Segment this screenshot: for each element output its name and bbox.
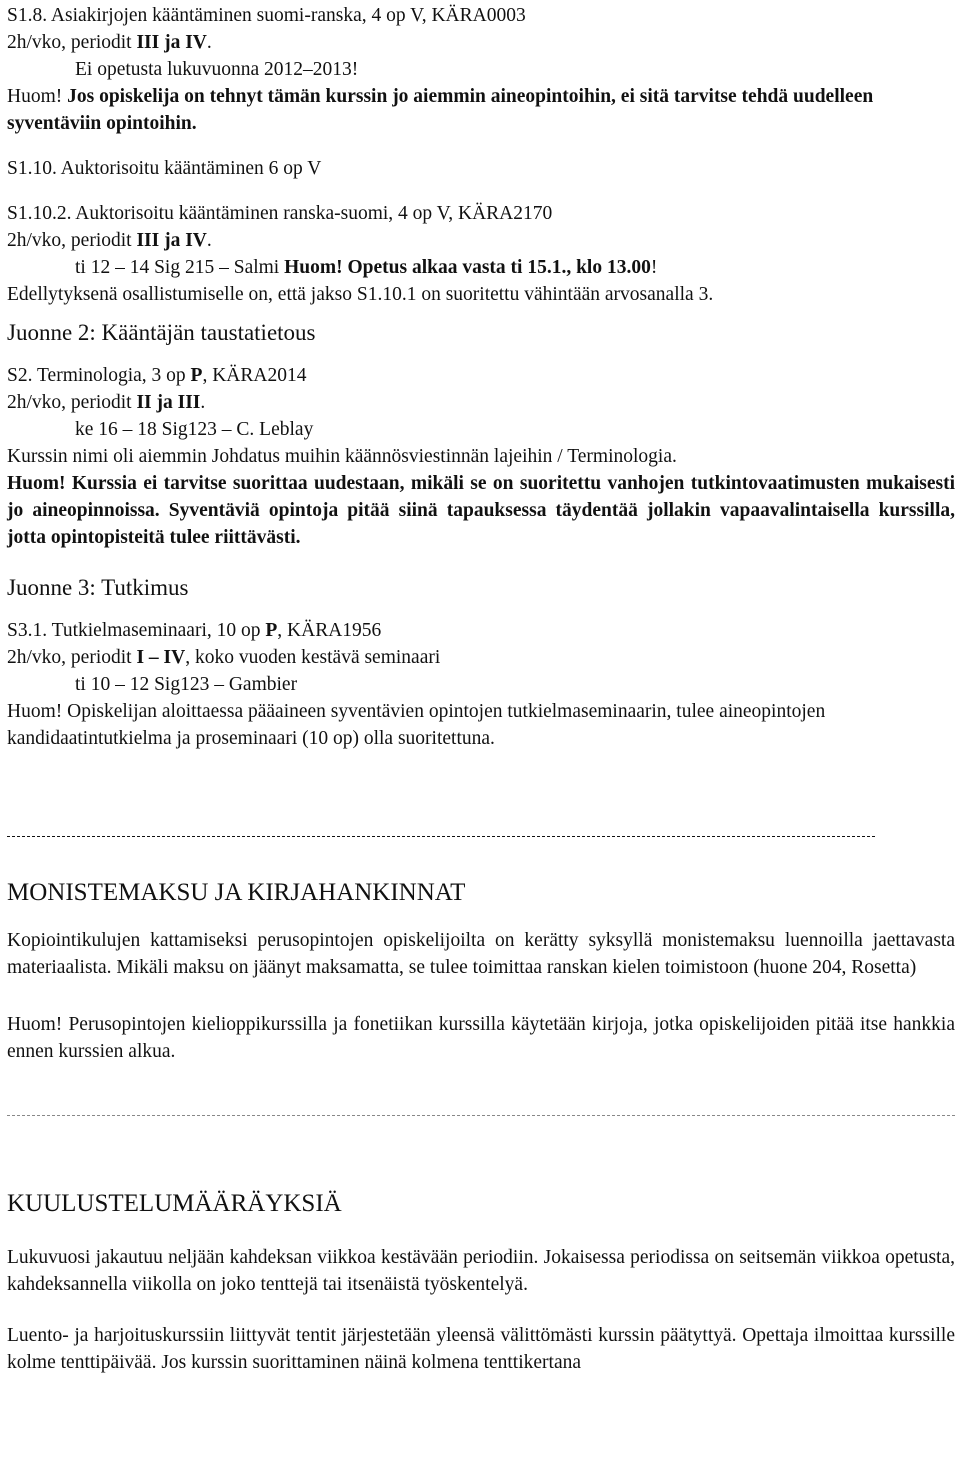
course-prerequisite: Edellytyksenä osallistumiselle on, että jakso S1.10.1 on suoritettu vähintään arvosanalla 3. bbox=[7, 284, 714, 305]
section-heading: Juonne 3: Tutkimus bbox=[7, 575, 189, 600]
time-text: ti 12 – 14 Sig 215 – Salmi bbox=[75, 257, 285, 278]
course-code: , KÄRA2014 bbox=[202, 365, 307, 386]
section-monistemaksu bbox=[7, 877, 955, 1065]
course-type: P bbox=[265, 620, 278, 641]
course-code: , KÄRA1956 bbox=[277, 620, 382, 641]
schedule-text: 2h/vko, periodit bbox=[7, 230, 137, 251]
course-type: P bbox=[190, 365, 203, 386]
course-time: ke 16 – 18 Sig123 – C. Leblay bbox=[75, 419, 314, 440]
note-text: Jos opiskelija on tehnyt tämän kurssin jo aiemmin aineopintoihin, ei sitä tarvitse tehdä uudelleen syventäviin opintoihin. bbox=[7, 86, 874, 134]
section-juonne-3 bbox=[7, 573, 955, 752]
section-heading: KUULUSTELUMÄÄRÄYKSIÄ bbox=[7, 1190, 342, 1217]
not-taught-notice: Ei opetusta lukuvuonna 2012–2013! bbox=[75, 59, 359, 80]
schedule-text: 2h/vko, periodit bbox=[7, 647, 137, 668]
schedule-periods: II ja III bbox=[136, 392, 201, 413]
paragraph: Kopiointikulujen kattamiseksi perusopintojen opiskelijoilta on kerätty syksyllä monistemaksu luennoilla jaettavasta materiaalista. Mikäli maksu on jäänyt maksamatta, se tulee toimittaa ranskan kielen toimistoon (huone 204, Rosetta) bbox=[7, 930, 955, 978]
course-title bbox=[7, 362, 955, 389]
document-page bbox=[7, 2, 955, 1376]
course-schedule bbox=[7, 227, 955, 254]
schedule-text: 2h/vko, periodit bbox=[7, 392, 137, 413]
course-former-name: Kurssin nimi oli aiemmin Johdatus muihin käännösviestinnän lajeihin / Terminologia. bbox=[7, 446, 677, 467]
course-schedule bbox=[7, 389, 955, 416]
schedule-end: , koko vuoden kestävä seminaari bbox=[185, 647, 441, 668]
schedule-periods: III ja IV bbox=[136, 230, 207, 251]
course-note: Huom! Opiskelijan aloittaessa pääaineen syventävien opintojen tutkielmaseminaarin, tulee aineopintojen kandidaatintutkielma ja proseminaari (10 op) olla suoritettuna. bbox=[7, 701, 826, 749]
section-s1-10 bbox=[7, 155, 955, 182]
course-time bbox=[7, 254, 955, 281]
course-schedule bbox=[7, 29, 955, 56]
course-time: ti 10 – 12 Sig123 – Gambier bbox=[75, 674, 298, 695]
paragraph: Luento- ja harjoituskurssiin liittyvät tentit järjestetään yleensä välittömästi kurssin päätyttyä. Opettaja ilmoittaa kurssille kolme tenttipäivää. Jos kurssin suorittaminen näinä kolmena tenttikertana bbox=[7, 1325, 955, 1373]
course-title bbox=[7, 617, 955, 644]
note-text: Perusopintojen kielioppikurssilla ja fonetiikan kurssilla käytetään kirjoja, jotka opiskelijoiden pitää itse hankkia ennen kurssien alkua. bbox=[7, 1014, 955, 1062]
section-s1-10-2 bbox=[7, 200, 955, 308]
schedule-end: . bbox=[206, 230, 212, 251]
schedule-end: . bbox=[206, 32, 212, 53]
note-label: Huom! bbox=[7, 1014, 63, 1035]
course-note bbox=[7, 470, 955, 551]
time-end: ! bbox=[650, 257, 658, 278]
dashed-divider bbox=[7, 836, 875, 837]
section-s1-8 bbox=[7, 2, 955, 137]
course-title: S1.10.2. Auktorisoitu kääntäminen ranska-suomi, 4 op V, KÄRA2170 bbox=[7, 203, 553, 224]
schedule-end: . bbox=[200, 392, 206, 413]
note-label: Huom! bbox=[7, 86, 63, 107]
schedule-periods: III ja IV bbox=[136, 32, 207, 53]
note-text: Kurssia ei tarvitse suorittaa uudestaan, mikäli se on suoritettu vanhojen tutkintovaatimusten mukaisesti jo aineopinnoissa. Syventäviä opintoja pitää siinä tapauksessa täydentää jollakin vapaavalintaisella kurssilla, jotta opintopisteitä tulee riittävästi. bbox=[7, 473, 955, 548]
time-note: Huom! Opetus alkaa vasta ti 15.1., klo 13.00 bbox=[284, 257, 651, 278]
section-juonne-2 bbox=[7, 318, 955, 551]
paragraph-note bbox=[7, 1011, 955, 1065]
note-label: Huom! bbox=[7, 473, 66, 494]
dashed-divider bbox=[7, 1115, 955, 1116]
course-title: S1.10. Auktorisoitu kääntäminen 6 op V bbox=[7, 158, 322, 179]
course-title-text: S3.1. Tutkielmaseminaari, 10 op bbox=[7, 620, 266, 641]
course-title-text: S2. Terminologia, 3 op bbox=[7, 365, 191, 386]
paragraph: Lukuvuosi jakautuu neljään kahdeksan viikkoa kestävään periodiin. Jokaisessa periodissa on seitsemän viikkoa opetusta, kahdeksannella viikolla on joko tenttejä tai itsenäistä työskentelyä. bbox=[7, 1247, 955, 1295]
course-title: S1.8. Asiakirjojen kääntäminen suomi-ranska, 4 op V, KÄRA0003 bbox=[7, 5, 526, 26]
course-note bbox=[7, 83, 955, 137]
section-heading: Juonne 2: Kääntäjän taustatietous bbox=[7, 320, 316, 345]
section-heading: MONISTEMAKSU JA KIRJAHANKINNAT bbox=[7, 879, 466, 906]
schedule-periods: I – IV bbox=[136, 647, 186, 668]
section-kuulustelumaaraykset bbox=[7, 1188, 955, 1376]
schedule-text: 2h/vko, periodit bbox=[7, 32, 137, 53]
course-schedule bbox=[7, 644, 955, 671]
